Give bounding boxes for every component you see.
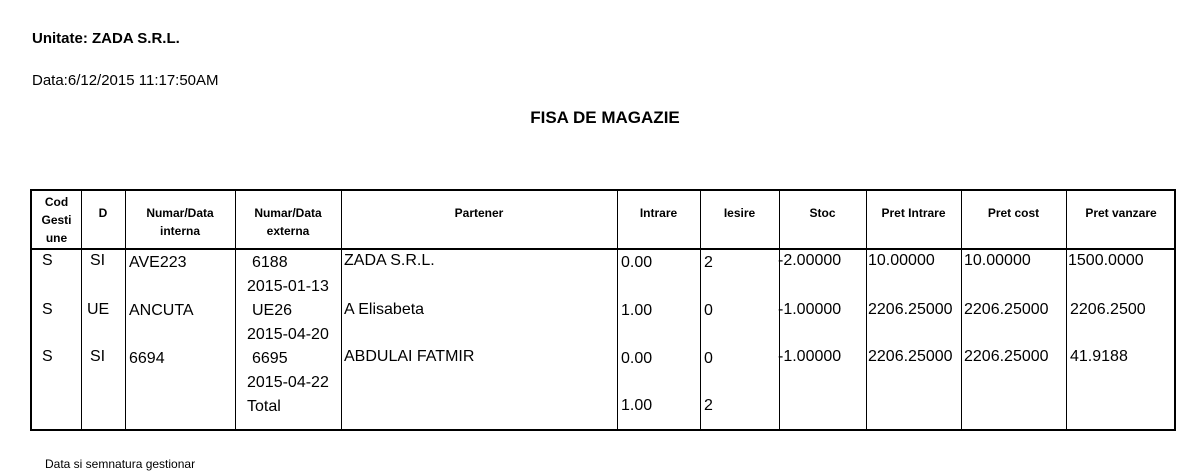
cell-cod: S	[42, 348, 53, 365]
header-partener: Partener	[454, 206, 504, 220]
header-numar-interna: Numar/Data interna	[146, 206, 214, 238]
cell-intrare: 0.00	[621, 254, 653, 271]
cell-iesire: 0	[704, 302, 713, 319]
cell-d: SI	[90, 252, 106, 269]
cell-stoc: -2.00000	[778, 252, 842, 269]
header-d: D	[98, 206, 108, 220]
cell-externa-date: 2015-04-20	[247, 326, 329, 343]
cell-externa-date: 2015-01-13	[247, 278, 329, 295]
cell-stoc: -1.00000	[778, 348, 842, 365]
cell-interna: AVE223	[129, 254, 187, 271]
cell-d: UE	[87, 301, 110, 318]
cell-externa-num: 6695	[252, 350, 288, 367]
cell-d: SI	[90, 348, 106, 365]
header-intrare: Intrare	[639, 206, 678, 220]
cell-externa-num: UE26	[252, 302, 293, 319]
cell-iesire: 0	[704, 350, 713, 367]
cell-pret-cost: 2206.25000	[964, 301, 1049, 318]
cell-interna: ANCUTA	[129, 302, 194, 319]
cell-externa-date: 2015-04-22	[247, 374, 329, 391]
header-pret-cost: Pret cost	[987, 206, 1040, 220]
header-pret-intrare: Pret Intrare	[881, 206, 946, 220]
cell-cod: S	[42, 301, 53, 318]
cell-intrare: 0.00	[621, 350, 653, 367]
cell-pret-intrare: 10.00000	[868, 252, 935, 269]
cell-partener: ZADA S.R.L.	[344, 252, 435, 269]
total-iesire: 2	[704, 397, 713, 414]
header-cod-gestiune: Cod Gesti une	[41, 195, 72, 245]
total-intrare: 1.00	[621, 397, 653, 414]
cell-externa-num: 6188	[252, 254, 288, 271]
header-stoc: Stoc	[809, 206, 836, 220]
report-date: Data:6/12/2015 11:17:50AM	[32, 72, 219, 89]
signature-label: Data si semnatura gestionar	[45, 457, 196, 471]
cell-pret-vanzare: 1500.0000	[1068, 252, 1144, 269]
cell-stoc: -1.00000	[778, 301, 842, 318]
stock-card-table	[30, 189, 1176, 431]
cell-pret-intrare: 2206.25000	[868, 348, 953, 365]
cell-pret-vanzare: 2206.2500	[1070, 301, 1146, 318]
cell-intrare: 1.00	[621, 302, 653, 319]
unit-name: Unitate: ZADA S.R.L.	[32, 30, 180, 47]
cell-cod: S	[42, 252, 53, 269]
cell-pret-vanzare: 41.9188	[1070, 348, 1128, 365]
header-iesire: Iesire	[723, 206, 756, 220]
total-label: Total	[247, 398, 281, 415]
cell-pret-cost: 2206.25000	[964, 348, 1049, 365]
page-title: FISA DE MAGAZIE	[530, 108, 680, 127]
header-pret-vanzare: Pret vanzare	[1085, 206, 1157, 220]
cell-pret-cost: 10.00000	[964, 252, 1031, 269]
cell-interna: 6694	[129, 350, 165, 367]
cell-partener: ABDULAI FATMIR	[344, 348, 475, 365]
cell-partener: A Elisabeta	[344, 301, 425, 318]
header-numar-externa: Numar/Data externa	[254, 206, 322, 238]
cell-iesire: 2	[704, 254, 713, 271]
cell-pret-intrare: 2206.25000	[868, 301, 953, 318]
